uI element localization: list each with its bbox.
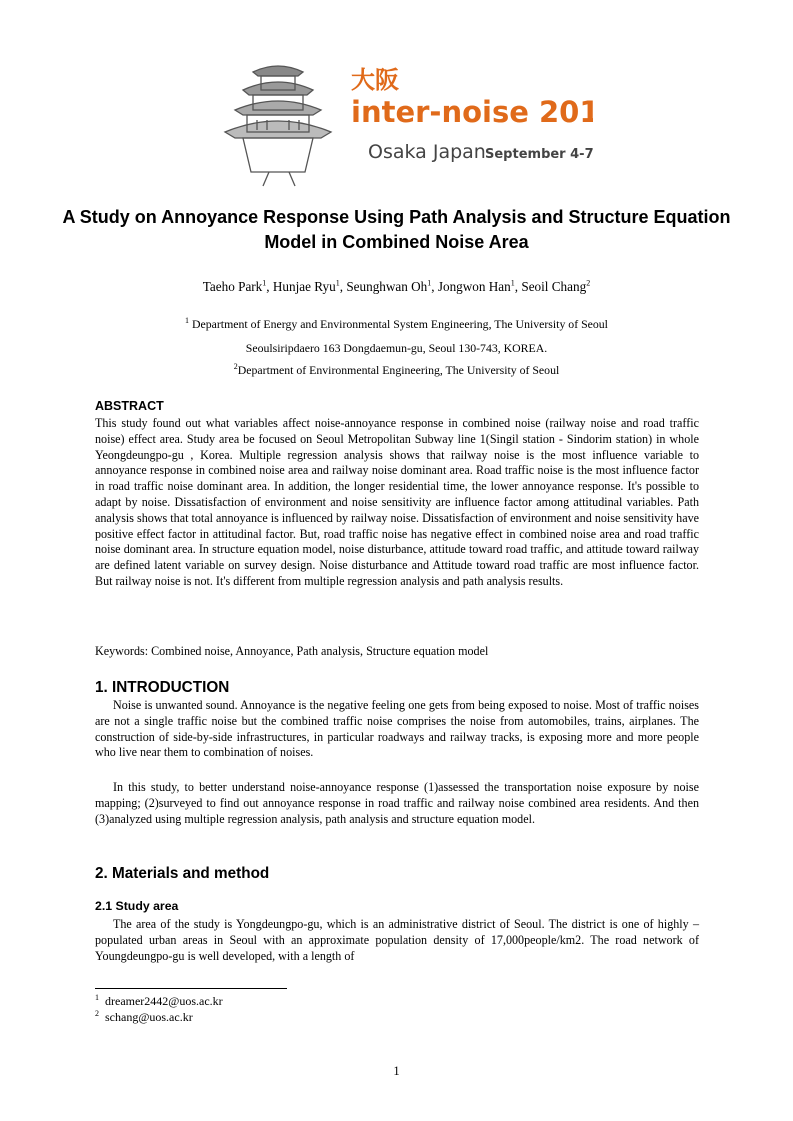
author-aff: 1 (262, 278, 267, 288)
footnote-number: 1 (95, 993, 99, 1002)
castle-drawing (213, 52, 593, 190)
page-number: 1 (393, 1064, 400, 1078)
section-heading-methods: 2. Materials and method (95, 865, 270, 882)
study-area-paragraph: The area of the study is Yongdeungpo-gu, which is an administrative district of Seoul. The district is one of highly –populated urban areas in Seoul with an approximate population density of 17,000people/km2. The road network of Youngdeungpo-gu is well developed, with a length of (95, 917, 699, 963)
author-name: Seunghwan Oh (346, 279, 428, 294)
conference-logo (213, 52, 593, 190)
intro-paragraph-1: Noise is unwanted sound. Annoyance is the negative feeling one gets from being exposed to noise. Most of traffic noises are not a single traffic noise but the combined traffic noise comprises the noise from automobiles, trains, airplanes. The construction of side-by-side infrastructures, in particular roadways and railway tracks, is exposing more and more people who live near them to combination of noises. (95, 698, 699, 760)
footnote-email: schang@uos.ac.kr (105, 1010, 193, 1024)
affiliation-number: 1 (185, 316, 190, 326)
affiliation-1 (0, 317, 793, 332)
abstract-text: This study found out what variables affect noise-annoyance response in combined noise (railway noise and road traffic noise) effect area. Study area be focused on Seoul Metropolitan Subway line 1(Singil station - Sindorim station) in whole Yeongdeungpo-gu , Korea. Multiple regression analysis shows that railway noise is the most influence variable to annoyance response in combined noise area and railway noise dominant area. Road traffic noise is the most influence factor in road traffic noise dominant area. In addition, the longer residential time, the lower annoyance response. It's possible to adapt by noise. Dissatisfaction of environment and noise sensitivity are influence factor among attitudinal variables. Path analysis shows that total annoyance is influenced by railway noise. Dissatisfaction of environment and noise sensitivity have positive effect factor in attitudinal factor. But, road traffic noise has negative effect in combined noise area and road traffic noise dominant area. In structure equation model, noise disturbance, attitude toward road traffic, and attitude toward railway are defined latent variable on survey design. Noise disturbance and Attitude toward road traffic are most influence factor. But railway noise is not. It's different from multiple regression analysis and path analysis results. (95, 416, 699, 588)
author-aff: 1 (510, 278, 515, 288)
author-list: Taeho Park$^1$, Hunjae Ryu$^1$, Seunghwan Oh$^1$, Jongwon Han$^1$, Seoil Chang$^2$ (202, 278, 591, 294)
footnote-2 (95, 1010, 193, 1025)
footnote-email: dreamer2442@uos.ac.kr (105, 994, 223, 1008)
affiliation-text: Department of Energy and Environmental System Engineering, The University of Seoul (191, 317, 608, 331)
paper-title: A Study on Annoyance Response Using Path Analysis and Structure Equation Model in Combined Noise Area (62, 207, 731, 252)
author-aff: 2 (586, 278, 591, 288)
intro-paragraph-2: In this study, to better understand noise-annoyance response (1)assessed the transportation noise exposure by noise mapping; (2)surveyed to find out annoyance response in road traffic and railway noise combined area residents. And then (3)analyzed using multiple regression analysis, path analysis and structure equation model. (95, 780, 699, 826)
footnote-1 (95, 994, 223, 1009)
author-name: Seoil Chang (521, 279, 587, 294)
author-aff: 1 (427, 278, 432, 288)
logo-location: Osaka Japan (368, 141, 486, 163)
affiliation-text: Department of Environmental Engineering, The University of Seoul (237, 363, 560, 377)
affiliation-address: Seoulsiripdaero 163 Dongdaemun-gu, Seoul 130-743, KOREA. (245, 341, 548, 355)
author-aff: 1 (335, 278, 340, 288)
footnote-divider (95, 988, 287, 989)
abstract-heading: ABSTRACT (95, 399, 164, 413)
author-name: Taeho Park (202, 279, 263, 294)
keywords: Keywords: Combined noise, Annoyance, Path analysis, Structure equation model (95, 644, 489, 658)
section-heading-introduction: 1. INTRODUCTION (95, 679, 230, 696)
logo-name: inter-noise 2011 (351, 95, 593, 129)
author-name: Jongwon Han (437, 279, 511, 294)
footnote-number: 2 (95, 1009, 99, 1018)
logo-dates: September 4-7 (485, 147, 593, 162)
logo-kanji: 大阪 (351, 66, 399, 94)
author-name: Hunjae Ryu (272, 279, 336, 294)
affiliation-2 (0, 363, 793, 378)
affiliation-number: 2 (233, 362, 238, 372)
subsection-heading-study-area: 2.1 Study area (95, 899, 179, 913)
